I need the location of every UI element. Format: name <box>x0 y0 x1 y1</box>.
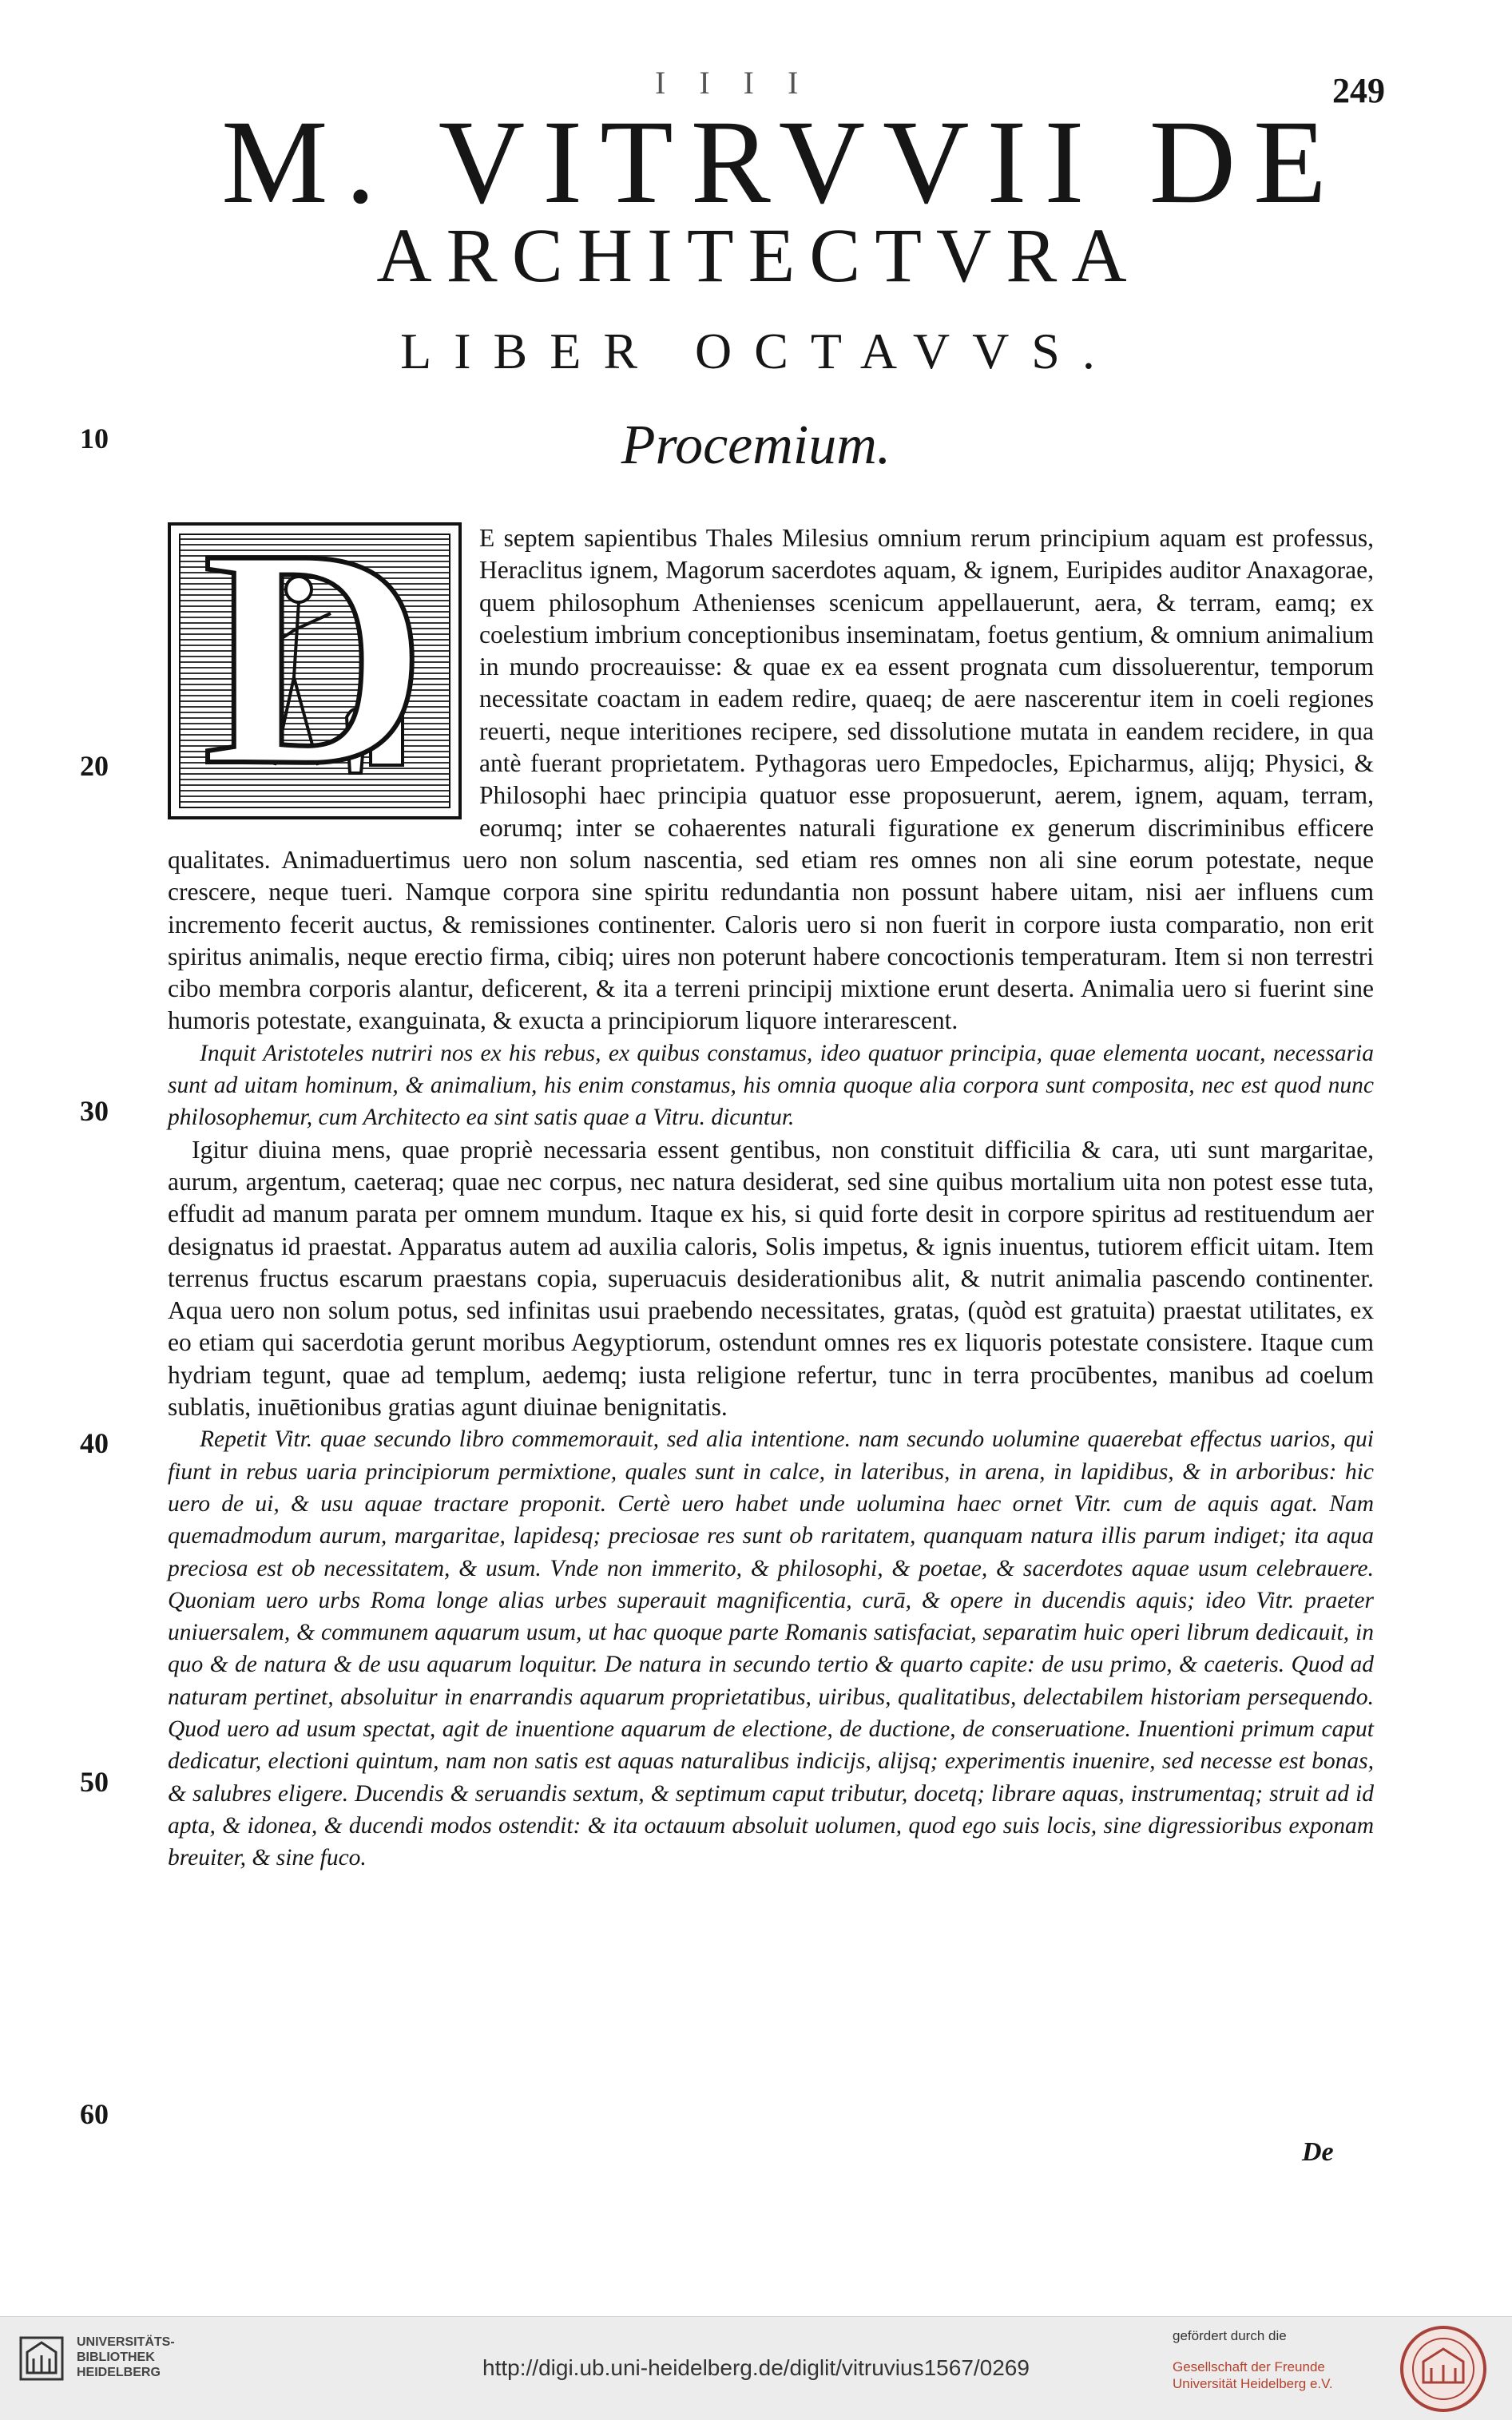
decorated-initial <box>168 485 462 830</box>
paragraph-igitur: Igitur diuina mens, quae propriè necessaria essent gentibus, non constituit difficilia & cara, uti sunt margaritae, aurum, argentum, caeteraq; quae nec corpus, nec natura desiderat, sed sine quibus mortalium uita non potest esse tuta, effudit ad manum parata per omnem mundum. Itaque ex his, si quid forte desit in corpore spiritus ad restituendum aer designatus id praestat. Apparatus autem ad auxilia caloris, Solis impetus, & ignis inuentus, tutiorem efficit uitam. Item terrenus fructus escarum praestans copia, superuacuis desiderationibus alit, & nutrit animalia pascendo continenter. Aqua uero non solum potus, sed infinitas usui praebendo necessitates, gratas, (quòd est gratuita) praestat utilitates, ex eo etiam qui sacerdotia gerunt moribus Aegyptiorum, ostendunt omnes res ex liquoris potestate consistere. Itaque cum hydriam tegunt, quae ad templum, aedemq; iusta religione refertur, tunc in terra procūbentes, manibus ad coelum sublatis, inuētionibus gratias agunt diuinae benignitatis. <box>168 1135 1374 1422</box>
paragraph-opening: E septem sapientibus Thales Milesius omnium rerum principium aquam est professus, Heraclitus ignem, Magorum sacerdotes aquam, & ignem, Euripides auditor Anaxagorae, quem philosophum Athenienses scenicum appellauerunt, aera, & terram, eamq; ex coelestium imbrium conceptionibus inseminatam, foetus gentium, & omnium animalium in mundo procreauisse: & quae ex ea essent prognata cum dissoluerentur, temporum necessitate coactam in eadem redire, quaeq; de aere nascerentur item in coeli regiones reuerti, neque interitiones recipere, sed dissolutione mutata in eandem recidere, in qua antè fuerant proprietatem. Pythagoras uero Empedocles, Epicharmus, alijq; Physici, & Philosophi haec principia quatuor esse proposuerunt, aerem, ignem, aquam, terram, eorumq; inter se cohaerentes naturali figuratione ex generum discriminibus efficere qualitates. Animaduertimus uero non solum nascentia, sed etiam res omnes non ali sine eorum potestate, neque crescere, neque tueri. Namque corpora sine spiritu redundantia non possunt habere uitam, nisi aer influens cum incremento fecerit auctus, & remissiones continenter. Caloris uero si non fuerit in corpore iusta comparatio, non erit spiritus animalis, neque erectio firma, cibiq; uires non poterunt habere concoctionis temperaturam. Item si non terrestri cibo membra corporis alantur, deficerent, & ita a terreni principij mixtione erunt deserta. Animalia uero si fuerint sine humoris potestate, exanguinata, & exucta a principiorum liquore interarescent. <box>168 524 1374 1035</box>
margin-line-number: 10 <box>80 423 109 454</box>
title-subtitle: ARCHITECTVRA <box>376 212 1141 298</box>
commentary-repetit: Repetit Vitr. quae secundo libro commemorauit, sed alia intentione. nam secundo uolumine quaerebat effectus uarios, qui fiunt in rebus uaria principiorum permixtione, quales sunt in calce, in lateribus, in arena, in lapidibus, & in arboribus: hic uero de ui, & usu aquae tractare proponit. Certè uero habet unde uolumina haec ornet Vitr. cum de aquis agat. Nam quemadmodum aurum, margaritae, lapidesq; preciosae res sunt ob raritatem, quanquam natura illis parum indiget; ita aqua preciosa est ob necessitatem, & usum. Vnde non immerito, & philosophi, & poetae, & sacerdotes aquae usum celebrauere. Quoniam uero urbs Roma longe alias urbes superauit magnificentia, curā, & opere in ducendis aquis; ideo Vitr. praeter uniuersalem, & communem aquarum usum, ut hac quoque parte Romanis satisfaciat, separatim huic operi librum dedicauit, in quo & de natura & de usu aquarum loquitur. De natura in secundo tertio & quarto capite: de usu primo, & caeteris. Quod ad naturam pertinet, absoluitur in enarrandis aquarum proprietatibus, uiribus, qualitatibus, delectabilem historiam persequendo. Quod uero ad usum spectat, agit de inuentione aquarum de electione, de ductione, de conseruatione. Inuentioni primum caput dedicatur, electioni quintum, nam non satis est aquas naturalibus indicijs, alijsq; experimentis inuenire, sed necesse est bonas, & salubres eligere. Ducendis & seruandis sextum, & septimum caput tributur, docetq; librare aquas, instrumentaq; struit ad id apta, & idonea, & ducendi modos ostendit: & ita octauum absoluit uolumen, quod ego suis locis, sine digressioribus exponam breuiter, & sine fuco. <box>168 1426 1374 1871</box>
university-name: UNIVERSITÄTS- BIBLIOTHEK HEIDELBERG <box>77 2335 175 2379</box>
footer-bar <box>0 2316 1512 2420</box>
commentary-aristotle: Inquit Aristoteles nutriri nos ex his rebus, ex quibus constamus, ideo quatuor principia, quae elementa uocant, necessaria sunt ad uitam hominum, & animalium, his enim constamus, his omnia quoque alia corpora sunt composita, nec est quod nunc philosophemur, cum Architecto ea sint satis quae a Vitru. dicuntur. <box>168 1040 1374 1131</box>
source-url-link[interactable]: http://digi.ub.uni-heidelberg.de/diglit/vitruvius1567/0269 <box>482 2355 1030 2380</box>
margin-line-number: 20 <box>80 750 109 782</box>
margin-line-number: 60 <box>80 2098 109 2130</box>
title-main: M. VITRVVII DE <box>221 96 1344 228</box>
margin-line-number: 40 <box>80 1427 109 1459</box>
society-seal-icon <box>1399 2325 1487 2413</box>
top-printer-marks: I I I I <box>655 65 812 101</box>
margin-line-number: 50 <box>80 1766 109 1798</box>
sponsor-label: gefördert durch die <box>1173 2328 1287 2343</box>
margin-line-number: 30 <box>80 1095 109 1127</box>
proem-heading: Procemium. <box>621 415 891 476</box>
main-text <box>168 485 1374 1874</box>
drop-cap-letter: D <box>202 485 427 830</box>
sponsor-name: Gesellschaft der Freunde Universität Heidelberg e.V. <box>1173 2359 1333 2391</box>
title-book: LIBER OCTAVVS. <box>400 323 1117 379</box>
page-number: 249 <box>1332 71 1385 110</box>
catchword: De <box>1302 2137 1334 2167</box>
